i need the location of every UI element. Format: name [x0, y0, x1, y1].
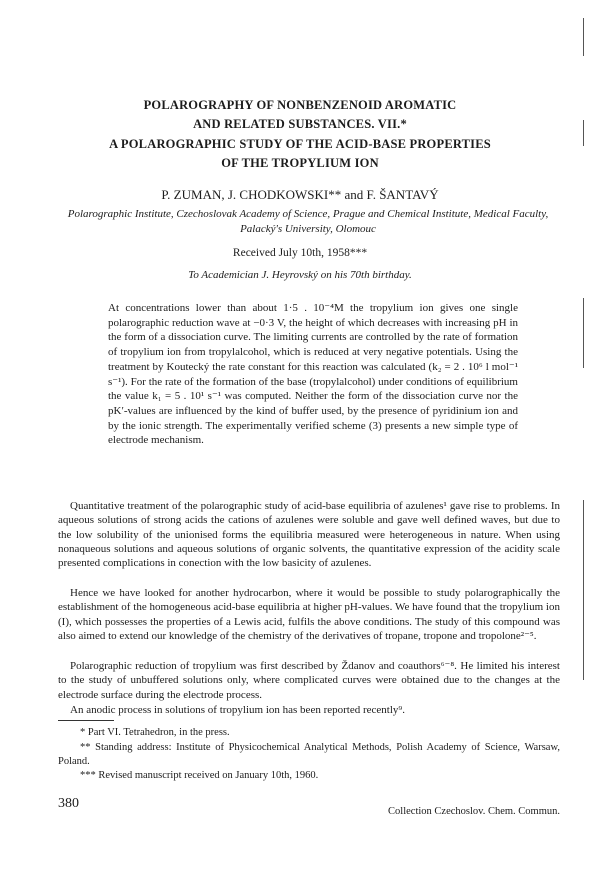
body-paragraph-4: An anodic process in solutions of tropylium ion has been reported recently⁹.: [70, 704, 405, 716]
footnote-2: ** Standing address: Institute of Physicochemical Analytical Methods, Polish Academy of Science, Warsaw, Poland.: [58, 742, 560, 767]
footnote-1: * Part VI. Tetrahedron, in the press.: [80, 727, 230, 738]
title-line-1: POLAROGRAPHY OF NONBENZENOID AROMATIC: [143, 98, 457, 112]
authors: P. ZUMAN, J. CHODKOWSKI** and F. ŠANTAVÝ: [161, 187, 439, 202]
scan-edge-mark: [583, 298, 584, 368]
scan-edge-mark: [583, 120, 584, 146]
body-paragraph-1: Quantitative treatment of the polarographic study of acid-base equilibria of azulenes¹ gave rise to problems. In aqueous solutions of strong acids the cations of azulenes were soluble and gave well defined waves, but due to the low solubility of the unionised forms the equilibria measured were heterogeneous in nature. When using nonaqueous solutions and aqueous solutions of organic solvents, the quantitative expression of the acidity scale presented complications in conection with the low basicity of azulenes.: [58, 500, 560, 570]
journal-name: Collection Czechoslov. Chem. Commun.: [388, 806, 560, 817]
scan-edge-mark: [583, 500, 584, 680]
abstract: At concentrations lower than about 1·5 . 10⁻⁴M the tropylium ion gives one single polarographic reduction wave at −0·3 V, the height of which decreases with increasing pH in the form of a dissociation curve. The limiting currents are controlled by the rate of formation of tropylium ion from tropylalcohol, which is reduced at very negative potentials. Using the treatment by Koutecký the rate constant for this reaction was calculated (k₂ = 2 . 10⁶ l mol⁻¹ s⁻¹). For the rate of the formation of the base (tropylalcohol) under conditions of equilibrium the value k₁ = 5 . 10¹ s⁻¹ was computed. Neither the form of the dissociation curve nor the pK′-values are influenced by the kind of buffer used, by the presence of pyridinium ion and by the ionic strength. The experimentally verified scheme (3) presents a new simple type of electrode mechanism.: [108, 302, 518, 447]
affiliation: Polarographic Institute, Czechoslovak Academy of Science, Prague and Chemical Institute, Medical Faculty, Palacký's University, Olomouc: [67, 208, 549, 235]
footnote-rule: [58, 720, 114, 721]
title-line-3: A POLAROGRAPHIC STUDY OF THE ACID-BASE PROPERTIES: [109, 137, 491, 151]
body-paragraph-2: Hence we have looked for another hydrocarbon, where it would be possible to study polarographically the establishment of the homogeneous acid-base equilibria at higher pH-values. We have found that the tropylium ion (I), which possesses the properties of a Lewis acid, fulfils the above conditions. The study of this compound was also aimed to extend our knowledge of the chemistry of the derivatives of tropane, tropone and tropolone²⁻⁵.: [58, 587, 560, 642]
body-paragraph-3: Polarographic reduction of tropylium was first described by Ždanov and coauthors⁶⁻⁸. He limited his interest to the study of unbuffered solutions only, where complicated curves were obtained due to the changes at the electrode surface during the electrode process.: [58, 660, 560, 701]
page-number: 380: [58, 796, 79, 811]
received-date: Received July 10th, 1958***: [232, 247, 368, 259]
title-line-4: OF THE TROPYLIUM ION: [221, 156, 379, 170]
title-line-2: AND RELATED SUBSTANCES. VII.*: [193, 117, 407, 131]
scan-edge-mark: [583, 18, 584, 56]
footnote-3: *** Revised manuscript received on January 10th, 1960.: [80, 770, 319, 781]
dedication: To Academician J. Heyrovský on his 70th birthday.: [188, 269, 412, 281]
